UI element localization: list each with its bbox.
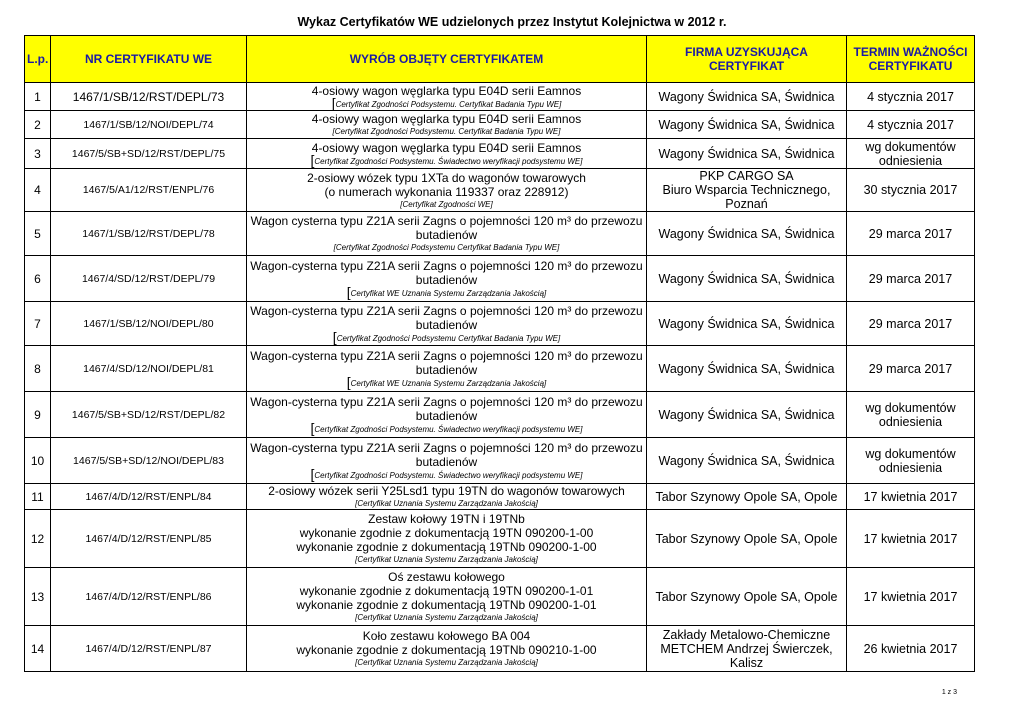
validity-cell xyxy=(847,111,975,139)
product-line: butadienów xyxy=(415,272,478,287)
product-line: Koło zestawu kołowego BA 004 xyxy=(362,629,531,643)
validity-line: wg dokumentów xyxy=(865,139,956,154)
product-line: 4-osiowy wagon węglarka typu E04D serii Eamnos xyxy=(311,112,582,126)
table-row xyxy=(25,212,975,256)
validity-line: 17 kwietnia 2017 xyxy=(863,531,958,546)
product-cell xyxy=(247,169,647,212)
product-cell xyxy=(247,568,647,626)
validity-line: 17 kwietnia 2017 xyxy=(863,489,958,504)
product-cell xyxy=(247,139,647,169)
product-line: (o numerach wykonania 119337 oraz 228912) xyxy=(324,184,569,199)
certificate-type-note: [ Certyfikat Uznania Systemu Zarządzania Jakością ] xyxy=(249,612,644,623)
company-line: Tabor Szynowy Opole SA, Opole xyxy=(655,531,838,546)
company-cell xyxy=(647,256,847,302)
validity-cell xyxy=(847,484,975,510)
product-line: wykonanie zgodnie z dokumentacją 19TNb 090200-1-01 xyxy=(296,598,597,612)
validity-line: 29 marca 2017 xyxy=(868,361,953,376)
row-number: 8 xyxy=(25,346,51,392)
product-line: Zestaw kołowy 19TN i 19TNb xyxy=(368,512,525,526)
table-row xyxy=(25,302,975,346)
certificate-type-note: [ Certyfikat WE Uznania Systemu Zarządzania Jakością ] xyxy=(249,377,644,389)
validity-line: 29 marca 2017 xyxy=(868,316,953,331)
company-line: Kalisz xyxy=(729,655,764,670)
certificate-number: 1467/1/SB/12/RST/DEPL/73 xyxy=(51,83,247,111)
table-body xyxy=(25,83,975,672)
certificate-number: 1467/5/SB+SD/12/NOI/DEPL/83 xyxy=(51,438,247,484)
certificate-type-note: [ Certyfikat Zgodności Podsystemu. Świadectwo weryfikacji podsystemu WE ] xyxy=(249,469,644,481)
validity-cell xyxy=(847,169,975,212)
product-line: butadienów xyxy=(415,362,478,377)
row-number: 10 xyxy=(25,438,51,484)
table-row xyxy=(25,139,975,169)
product-line: 2-osiowy wózek serii Y25Lsd1 typu 19TN do wagonów towarowych xyxy=(268,484,625,498)
header-certificate-number: NR CERTYFIKATU WE xyxy=(51,36,247,83)
product-line: wykonanie zgodnie z dokumentacją 19TNb 090210-1-00 xyxy=(296,643,597,657)
document-title: Wykaz Certyfikatów WE udzielonych przez Instytut Kolejnictwa w 2012 r. xyxy=(297,15,727,29)
company-line: Wagony Świdnica SA, Świdnica xyxy=(658,146,835,161)
certificate-number: 1467/4/SD/12/NOI/DEPL/81 xyxy=(51,346,247,392)
company-cell xyxy=(647,302,847,346)
header-validity: TERMIN WAŻNOŚCI CERTYFIKATU xyxy=(847,36,975,83)
validity-line: 29 marca 2017 xyxy=(868,271,953,286)
certificate-number: 1467/1/SB/12/NOI/DEPL/74 xyxy=(51,111,247,139)
product-cell xyxy=(247,438,647,484)
company-cell xyxy=(647,212,847,256)
validity-line: 29 marca 2017 xyxy=(868,226,953,241)
company-line: Wagony Świdnica SA, Świdnica xyxy=(658,89,835,104)
validity-cell xyxy=(847,438,975,484)
product-line: 4-osiowy wagon węglarka typu E04D serii Eamnos xyxy=(311,83,582,98)
product-line: Wagon cysterna typu Z21A serii Zagns o pojemności 120 m³ do przewozu xyxy=(250,214,643,228)
certificate-number: 1467/4/D/12/RST/ENPL/86 xyxy=(51,568,247,626)
row-number: 2 xyxy=(25,111,51,139)
company-line: Wagony Świdnica SA, Świdnica xyxy=(658,316,835,331)
validity-line: 26 kwietnia 2017 xyxy=(863,641,958,656)
company-cell xyxy=(647,626,847,672)
validity-line: odniesienia xyxy=(878,460,943,475)
validity-cell xyxy=(847,510,975,568)
product-line: Oś zestawu kołowego xyxy=(388,570,505,584)
validity-line: 17 kwietnia 2017 xyxy=(863,589,958,604)
validity-cell xyxy=(847,626,975,672)
product-line: butadienów xyxy=(415,317,478,332)
validity-cell xyxy=(847,256,975,302)
certificate-type-note: [ Certyfikat Uznania Systemu Zarządzania Jakością ] xyxy=(249,554,644,565)
product-cell xyxy=(247,111,647,139)
product-line: wykonanie zgodnie z dokumentacją 19TNb 090200-1-00 xyxy=(296,540,597,554)
product-cell xyxy=(247,302,647,346)
table-row xyxy=(25,438,975,484)
company-line: Wagony Świdnica SA, Świdnica xyxy=(658,271,835,286)
certificate-number: 1467/4/D/12/RST/ENPL/87 xyxy=(51,626,247,672)
product-line: Wagon-cysterna typu Z21A serii Zagns o pojemności 120 m³ do przewozu xyxy=(250,258,643,273)
product-cell xyxy=(247,83,647,111)
product-cell xyxy=(247,346,647,392)
validity-cell xyxy=(847,346,975,392)
certificate-type-note: [ Certyfikat Uznania Systemu Zarządzania Jakością ] xyxy=(249,498,644,509)
validity-line: 4 stycznia 2017 xyxy=(867,117,954,132)
table-row xyxy=(25,392,975,438)
table-row xyxy=(25,256,975,302)
certificate-number: 1467/5/SB+SD/12/RST/DEPL/75 xyxy=(51,139,247,169)
table-row xyxy=(25,111,975,139)
company-line: Wagony Świdnica SA, Świdnica xyxy=(658,453,835,468)
certificate-type-note: [ Certyfikat Zgodności Podsystemu. Świadectwo weryfikacji podsystemu WE ] xyxy=(249,423,644,435)
certificate-number: 1467/4/SD/12/RST/DEPL/79 xyxy=(51,256,247,302)
certificate-type-note: [ Certyfikat Zgodności Podsystemu. Świadectwo weryfikacji podsystemu WE ] xyxy=(249,155,644,167)
certificate-number: 1467/5/A1/12/RST/ENPL/76 xyxy=(51,169,247,212)
company-cell xyxy=(647,438,847,484)
certificate-number: 1467/1/SB/12/RST/DEPL/78 xyxy=(51,212,247,256)
certificate-type-note: [ Certyfikat Zgodności Podsystemu. Certyfikat Badania Typu WE ] xyxy=(249,98,644,110)
company-line: Biuro Wsparcia Technicznego, xyxy=(662,183,831,197)
certificate-type-note: [ Certyfikat Zgodności WE ] xyxy=(249,199,644,210)
validity-cell xyxy=(847,568,975,626)
row-number: 7 xyxy=(25,302,51,346)
company-line: Wagony Świdnica SA, Świdnica xyxy=(658,117,835,132)
company-cell xyxy=(647,139,847,169)
validity-cell xyxy=(847,392,975,438)
row-number: 11 xyxy=(25,484,51,510)
row-number: 13 xyxy=(25,568,51,626)
header-product: WYRÓB OBJĘTY CERTYFIKATEM xyxy=(247,36,647,83)
certificate-number: 1467/5/SB+SD/12/RST/DEPL/82 xyxy=(51,392,247,438)
row-number: 9 xyxy=(25,392,51,438)
validity-line: wg dokumentów xyxy=(865,446,956,461)
row-number: 4 xyxy=(25,169,51,212)
company-line: Zakłady Metalowo-Chemiczne xyxy=(662,627,831,642)
certificate-type-note: [ Certyfikat Zgodności Podsystemu Certyfikat Badania Typu WE ] xyxy=(249,332,644,344)
product-line: 4-osiowy wagon węglarka typu E04D serii Eamnos xyxy=(311,140,582,155)
company-cell xyxy=(647,346,847,392)
company-cell xyxy=(647,169,847,212)
company-cell xyxy=(647,510,847,568)
product-cell xyxy=(247,392,647,438)
page-number: 1 z 3 xyxy=(941,689,957,696)
validity-cell xyxy=(847,139,975,169)
validity-cell xyxy=(847,83,975,111)
product-cell xyxy=(247,212,647,256)
company-cell xyxy=(647,568,847,626)
certificate-number: 1467/1/SB/12/NOI/DEPL/80 xyxy=(51,302,247,346)
validity-line: odniesienia xyxy=(878,414,943,429)
company-cell xyxy=(647,484,847,510)
company-line: Wagony Świdnica SA, Świdnica xyxy=(658,226,835,241)
company-line: Wagony Świdnica SA, Świdnica xyxy=(658,407,835,422)
product-cell xyxy=(247,510,647,568)
table-header-row xyxy=(25,36,975,83)
product-cell xyxy=(247,626,647,672)
validity-cell xyxy=(847,212,975,256)
table-row xyxy=(25,568,975,626)
certificate-type-note: [ Certyfikat Uznania Systemu Zarządzania Jakością ] xyxy=(249,657,644,668)
product-line: butadienów xyxy=(415,408,478,423)
certificates-table xyxy=(24,35,975,672)
product-line: wykonanie zgodnie z dokumentacją 19TN 090200-1-01 xyxy=(299,584,594,598)
company-line: Wagony Świdnica SA, Świdnica xyxy=(658,361,835,376)
validity-cell xyxy=(847,302,975,346)
company-line: Poznań xyxy=(725,197,768,211)
header-lp: L.p. xyxy=(25,36,51,83)
table-row xyxy=(25,346,975,392)
company-cell xyxy=(647,111,847,139)
validity-line: odniesienia xyxy=(878,153,943,168)
company-line: PKP CARGO SA xyxy=(699,169,794,183)
company-cell xyxy=(647,392,847,438)
product-line: butadienów xyxy=(415,228,478,242)
certificate-number: 1467/4/D/12/RST/ENPL/85 xyxy=(51,510,247,568)
certificate-type-note: [ Certyfikat Zgodności Podsystemu. Certyfikat Badania Typu WE ] xyxy=(249,126,644,137)
product-cell xyxy=(247,484,647,510)
row-number: 1 xyxy=(25,83,51,111)
company-line: Tabor Szynowy Opole SA, Opole xyxy=(655,589,838,604)
row-number: 12 xyxy=(25,510,51,568)
table-row xyxy=(25,83,975,111)
table-row xyxy=(25,510,975,568)
product-line: butadienów xyxy=(415,454,478,469)
validity-line: 4 stycznia 2017 xyxy=(867,89,954,104)
company-line: Tabor Szynowy Opole SA, Opole xyxy=(655,489,838,504)
table-row xyxy=(25,169,975,212)
product-line: Wagon-cysterna typu Z21A serii Zagns o pojemności 120 m³ do przewozu xyxy=(250,394,643,409)
table-row xyxy=(25,626,975,672)
row-number: 6 xyxy=(25,256,51,302)
certificate-type-note: [ Certyfikat WE Uznania Systemu Zarządzania Jakością ] xyxy=(249,287,644,299)
row-number: 14 xyxy=(25,626,51,672)
product-line: Wagon-cysterna typu Z21A serii Zagns o pojemności 120 m³ do przewozu xyxy=(250,440,643,455)
certificate-type-note: [ Certyfikat Zgodności Podsystemu Certyfikat Badania Typu WE ] xyxy=(249,242,644,253)
header-company: FIRMA UZYSKUJĄCA CERTYFIKAT xyxy=(647,36,847,83)
product-line: Wagon-cysterna typu Z21A serii Zagns o pojemności 120 m³ do przewozu xyxy=(250,348,643,363)
company-line: METCHEM Andrzej Świerczek, xyxy=(660,641,833,656)
company-cell xyxy=(647,83,847,111)
validity-line: wg dokumentów xyxy=(865,400,956,415)
validity-line: 30 stycznia 2017 xyxy=(863,183,958,197)
row-number: 5 xyxy=(25,212,51,256)
certificate-number: 1467/4/D/12/RST/ENPL/84 xyxy=(51,484,247,510)
row-number: 3 xyxy=(25,139,51,169)
product-line: wykonanie zgodnie z dokumentacją 19TN 090200-1-00 xyxy=(299,526,594,540)
table-row xyxy=(25,484,975,510)
product-line: 2-osiowy wózek typu 1XTa do wagonów towarowych xyxy=(307,170,586,185)
product-line: Wagon-cysterna typu Z21A serii Zagns o pojemności 120 m³ do przewozu xyxy=(250,303,643,318)
product-cell xyxy=(247,256,647,302)
